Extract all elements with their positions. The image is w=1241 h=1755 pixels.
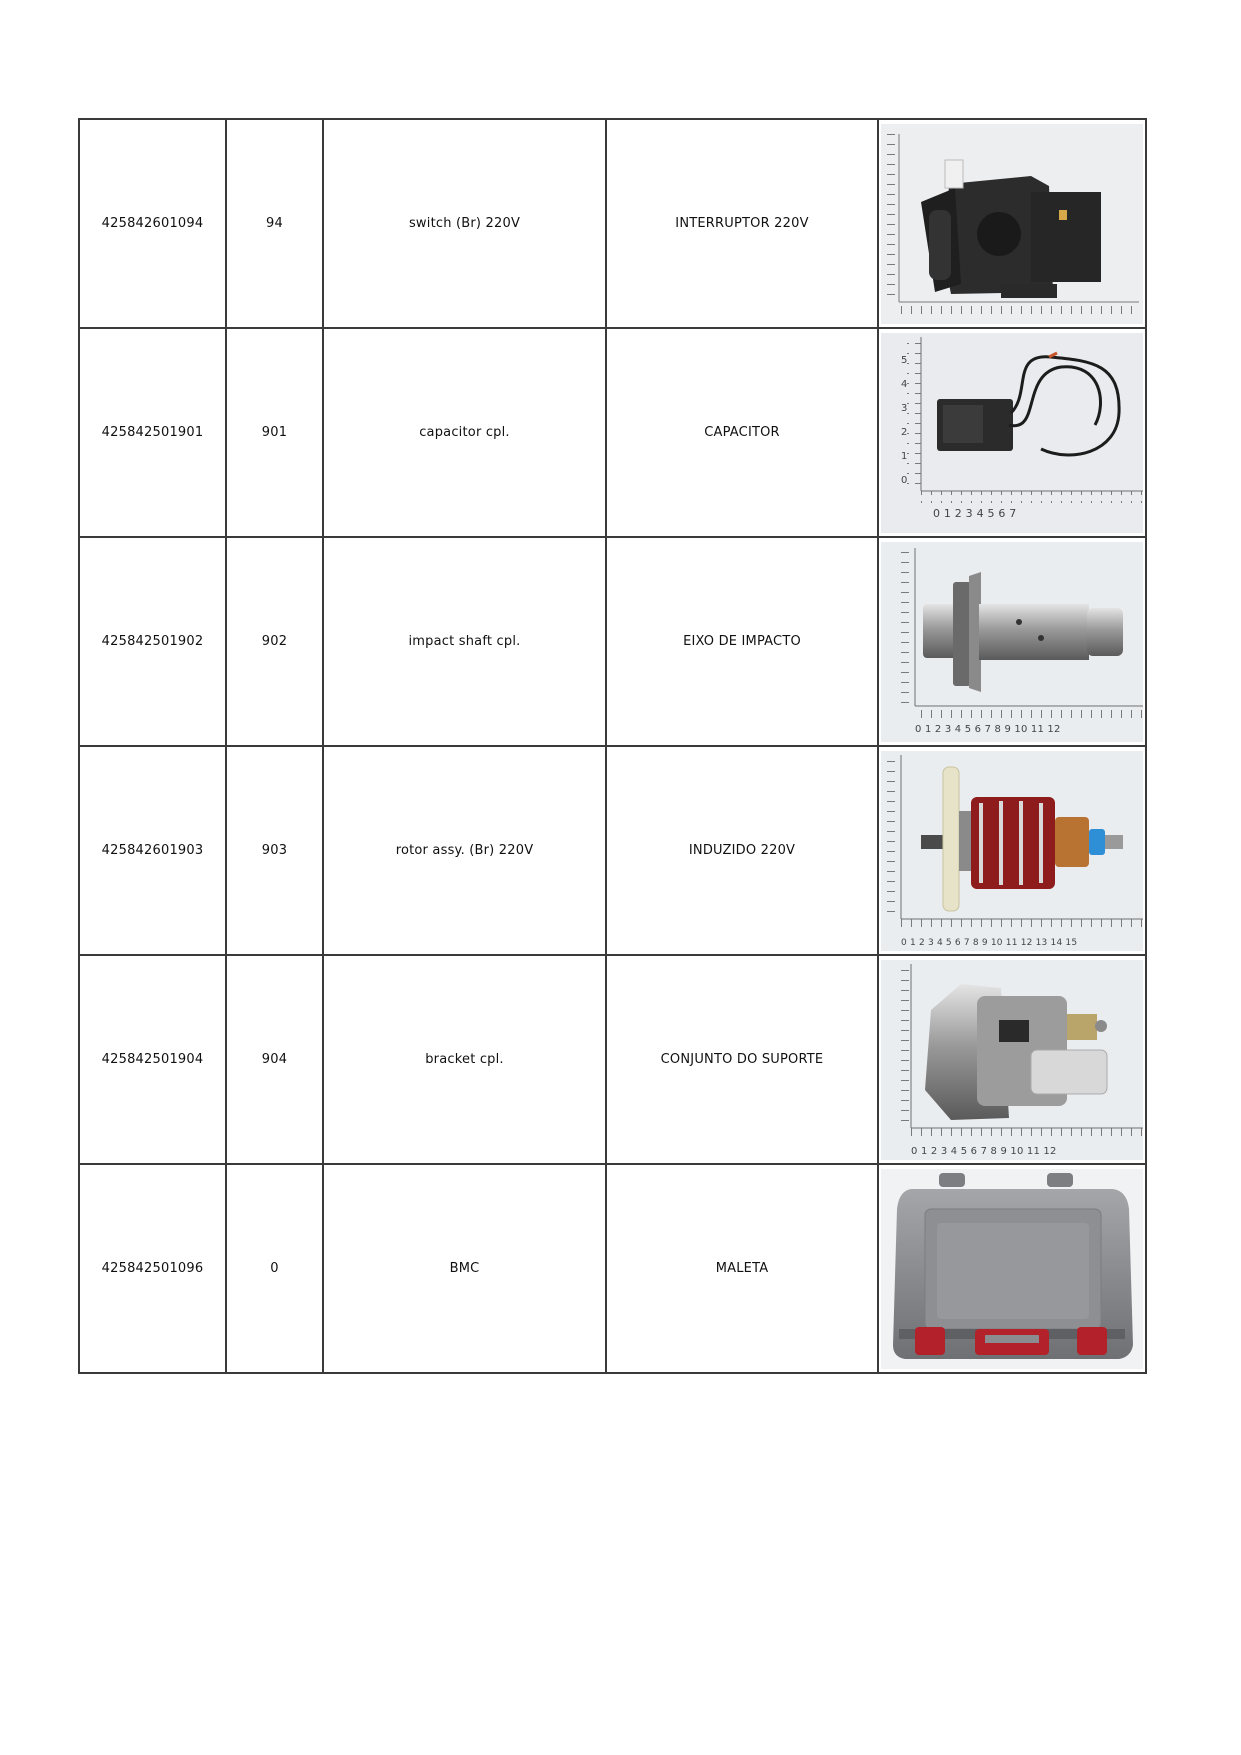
article-number-cell: 425842601094 <box>79 119 226 328</box>
svg-text:3: 3 <box>901 402 908 414</box>
bracket-photo <box>881 960 1143 1160</box>
description-en-cell: bracket cpl. <box>323 955 606 1164</box>
article-number-cell: 425842501096 <box>79 1164 226 1373</box>
parts-table <box>78 118 1147 1374</box>
switch-photo <box>881 124 1143 324</box>
svg-text:5: 5 <box>901 354 908 366</box>
description-en-cell: capacitor cpl. <box>323 328 606 537</box>
table-row <box>79 537 1146 746</box>
image-cell <box>878 1164 1146 1373</box>
description-pt-cell: EIXO DE IMPACTO <box>606 537 878 746</box>
image-cell <box>878 119 1146 328</box>
position-cell: 901 <box>226 328 323 537</box>
table-row <box>79 328 1146 537</box>
description-pt-cell: MALETA <box>606 1164 878 1373</box>
article-number-cell: 425842601903 <box>79 746 226 955</box>
rotor-photo <box>881 751 1143 951</box>
article-number-cell: 425842501902 <box>79 537 226 746</box>
image-cell <box>878 328 1146 537</box>
table-row <box>79 955 1146 1164</box>
description-en-cell: switch (Br) 220V <box>323 119 606 328</box>
image-cell <box>878 537 1146 746</box>
svg-text:0 1 2 3 4 5 6 7 8 9: 0 1 2 3 4 5 6 7 8 9 10 11 12 <box>915 723 1061 735</box>
capacitor-photo <box>881 333 1143 533</box>
svg-text:2: 2 <box>901 426 908 438</box>
table-row <box>79 119 1146 328</box>
svg-text:0 1 2 3 4 5 6 7 8 9: 0 1 2 3 4 5 6 7 8 9 10 11 12 <box>911 1145 1057 1157</box>
position-cell: 902 <box>226 537 323 746</box>
description-en-cell: rotor assy. (Br) 220V <box>323 746 606 955</box>
table-row <box>79 1164 1146 1373</box>
position-cell: 94 <box>226 119 323 328</box>
position-cell: 903 <box>226 746 323 955</box>
table-row <box>79 746 1146 955</box>
svg-text:1: 1 <box>901 450 908 462</box>
impact-shaft-photo <box>881 542 1143 742</box>
image-cell <box>878 746 1146 955</box>
article-number-cell: 425842501904 <box>79 955 226 1164</box>
svg-text:0: 0 <box>901 474 908 486</box>
description-pt-cell: INTERRUPTOR 220V <box>606 119 878 328</box>
description-pt-cell: CONJUNTO DO SUPORTE <box>606 955 878 1164</box>
position-cell: 0 <box>226 1164 323 1373</box>
svg-text:4: 4 <box>901 378 908 390</box>
article-number-cell: 425842501901 <box>79 328 226 537</box>
description-en-cell: impact shaft cpl. <box>323 537 606 746</box>
image-cell <box>878 955 1146 1164</box>
case-photo <box>881 1169 1143 1369</box>
svg-text:0 1 2 3 4 5 6 7 8 9 10 11 12 1: 0 1 2 3 4 5 6 7 8 9 10 11 12 13 14 15 <box>901 937 1078 948</box>
description-pt-cell: CAPACITOR <box>606 328 878 537</box>
svg-text:0 1 2 3 4 5: 0 1 2 3 4 5 6 7 <box>933 506 1017 520</box>
description-en-cell: BMC <box>323 1164 606 1373</box>
description-pt-cell: INDUZIDO 220V <box>606 746 878 955</box>
position-cell: 904 <box>226 955 323 1164</box>
